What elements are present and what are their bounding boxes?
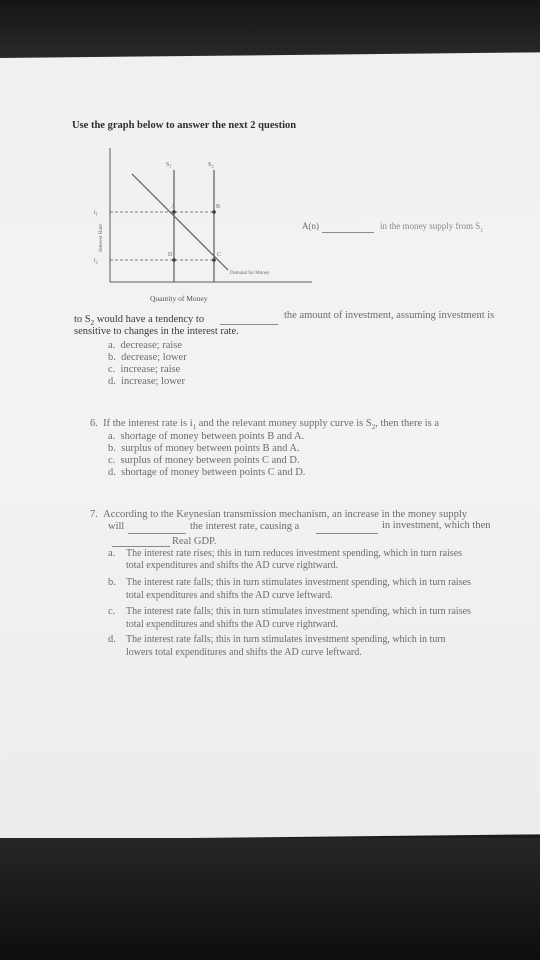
q7-option-d-line2: lowers total expenditures and shifts the AD curve leftward. [126,647,362,658]
q7-option-c-letter: c. [108,606,116,617]
label-i1: $i_1$ [94,210,98,217]
q5-option-a[interactable]: a. decrease; raise [108,340,183,351]
label-s2: $S_2$ [208,162,214,169]
q7-option-c-line2: total expenditures and shifts the AD curve rightward. [126,619,339,630]
q7-option-d-letter: d. [108,634,116,645]
q7-will: will [108,521,125,532]
q7-option-d-line1: The interest rate falls; this in turn stimulates investment spending, which in turn [126,634,446,645]
q7-option-a-letter: a. [108,548,116,559]
label-x-axis: Quantity of Money [150,294,208,303]
point-b-marker [212,210,216,214]
q6-option-a[interactable]: a. shortage of money between points B and A. [108,431,305,442]
money-market-graph [80,140,320,308]
q7-blank-1 [128,533,186,534]
q5-option-d[interactable]: d. increase; lower [108,376,185,387]
label-point-c: C [217,252,222,258]
q7-blank-2 [316,533,378,534]
q6-option-b[interactable]: b. surplus of money between points B and A. [108,443,300,454]
label-point-b: B [216,204,221,210]
label-point-d: D [168,252,173,258]
section-heading: Use the graph below to answer the next 2 question [72,120,297,131]
point-d-marker [172,258,176,262]
label-point-a: A [171,204,176,210]
q7-stem-mid: the interest rate, causing a [190,521,300,532]
q7-option-b-line1: The interest rate falls; this in turn stimulates investment spending, which in turn raises [126,577,471,588]
q7-option-b-letter: b. [108,577,116,588]
q7-stem-line1: 7. According to the Keynesian transmission mechanism, an increase in the money supply [90,509,468,520]
q6-option-c[interactable]: c. surplus of money between points C and D. [108,455,300,466]
q7-blank-3 [112,546,170,547]
point-c-marker [212,258,216,262]
q5-prefix: A(n) [302,221,319,231]
q5-blank-1 [322,232,374,233]
q5-text-right: in the money supply from $S_1$ [380,221,484,234]
q7-stem-end: in investment, which then [382,520,491,531]
label-demand: Demand for Money [230,271,270,276]
label-y-axis: Interest Rate [98,224,104,252]
label-s1: $S_1$ [166,162,172,169]
q5-line2-end: the amount of investment, assuming investment is [284,310,495,321]
q5-option-c[interactable]: c. increase; raise [108,364,181,375]
point-a-marker [172,210,176,214]
q7-option-a-line1: The interest rate rises; this in turn reduces investment spending, which in turn raises [126,548,463,559]
q7-option-c-line1: The interest rate falls; this in turn stimulates investment spending, which in turn raises [126,606,471,617]
photo-background-top [0,0,540,60]
q5-line2-start: to $S_2$ would have a tendency to [74,314,205,328]
q6-stem: 6. If the interest rate is $i_1$ and the relevant money supply curve is $S_2$, then there is a [90,418,440,432]
photo-background-bottom [0,838,540,960]
q7-option-b-line2: total expenditures and shifts the AD curve leftward. [126,590,333,601]
q5-line3: sensitive to changes in the interest rate. [74,326,239,337]
q7-stem-line3: Real GDP. [172,536,217,547]
q7-option-a-line2: total expenditures and shifts the AD curve rightward. [126,560,339,571]
q5-option-b[interactable]: b. decrease; lower [108,352,187,363]
q6-option-d[interactable]: d. shortage of money between points C and D. [108,467,306,478]
label-i2: $i_2$ [94,258,98,265]
q5-blank-2 [220,324,278,325]
